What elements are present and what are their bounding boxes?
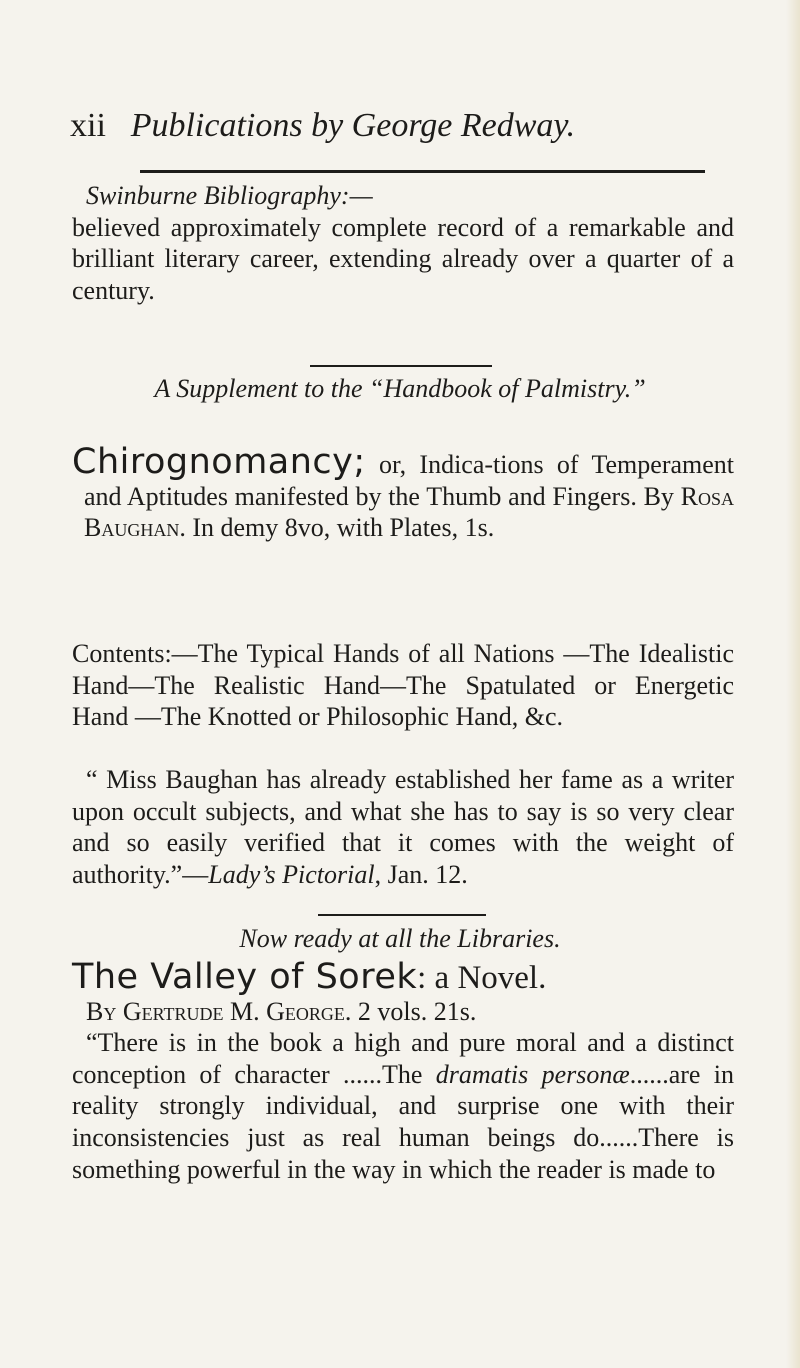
sorek-title-rest: : a Novel. — [417, 960, 547, 996]
author-first-name: Rosa — [680, 481, 734, 511]
sorek-entry — [72, 957, 734, 1185]
sorek-review-end: ......are in reality strongly individual, and surprise one with their inconsistencies just as real human beings do......There is something powerful in the way in which the reader is made to — [72, 1059, 734, 1184]
sorek-review — [72, 1027, 734, 1185]
page-edge-shadow — [786, 0, 800, 1368]
sorek-review-start: “There is in the book a high and pure moral and a distinct conception of character ......The — [72, 1028, 734, 1089]
running-title: Publications by George Redway. — [130, 107, 576, 144]
author-last-name: Baughan. — [84, 513, 186, 543]
separator-rule-2 — [318, 914, 486, 916]
swinburne-heading: Swinburne Bibliography:— — [86, 181, 373, 210]
sorek-title: The Valley of Sorek — [72, 957, 418, 997]
chirognomancy-contents: Contents:—The Typical Hands of all Nations —The Idealistic Hand—The Realistic Hand—The Spatulated or Energetic Hand —The Knotted or Philosophic Hand, &c. — [72, 639, 734, 732]
sorek-subtitle: Now ready at all the Libraries. — [239, 924, 561, 953]
running-header — [70, 100, 750, 150]
header-rule — [140, 170, 705, 173]
sorek-byline-line — [86, 996, 734, 1028]
page-number: xii — [70, 107, 106, 144]
chirognomancy-title: Chirognomancy; — [72, 442, 366, 482]
sorek-byline: By Gertrude M. George. — [86, 996, 352, 1026]
sorek-review-italic: dramatis personæ — [435, 1059, 630, 1089]
chirognomancy-subtitle: A Supplement to the “Handbook of Palmistry.” — [154, 374, 646, 403]
sorek-title-line — [72, 957, 734, 997]
chirognomancy-description: or, Indica-tions of Temperament and Aptitudes manifested by the Thumb and Fingers. By — [84, 450, 734, 511]
review-date: , Jan. 12. — [374, 859, 468, 889]
review-quote: “ Miss Baughan has already established her fame as a writer upon occult subjects, and what she has to say is so very clear and so easily verified that it comes with the weight of authority.”— — [72, 765, 734, 889]
swinburne-text: believed approximately complete record of a remarkable and brilliant literary career, extending already over a quarter of a century. — [72, 212, 734, 305]
swinburne-entry — [72, 180, 734, 306]
review-source: Lady’s Pictorial — [208, 859, 375, 889]
sorek-price: 2 vols. 21s. — [351, 996, 477, 1026]
separator-rule-1 — [310, 365, 492, 367]
chirognomancy-details: In demy 8vo, with Plates, 1s. — [185, 513, 495, 543]
chirognomancy-review — [72, 764, 734, 890]
chirognomancy-entry — [72, 442, 734, 544]
